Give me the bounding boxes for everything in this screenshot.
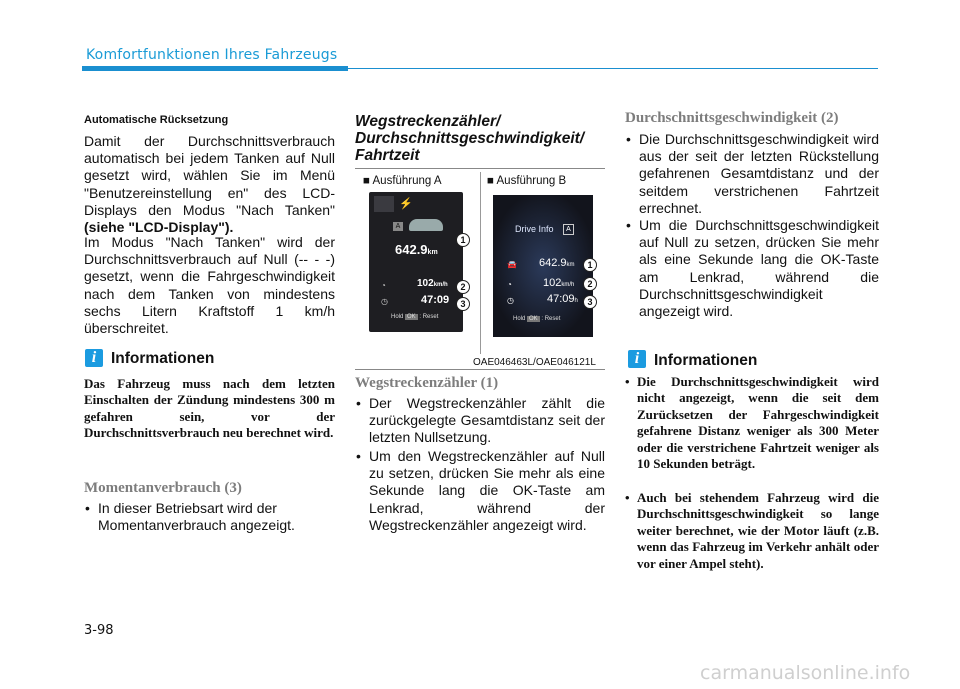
- screen-a-odometer-value: 642.9: [395, 242, 428, 257]
- bullet-odometer-1: • Der Wegstreckenzähler zählt die zurückgelegte Gesamtdistanz seit der letzten Nullsetzung.: [355, 395, 605, 447]
- info-icon: i: [85, 349, 103, 367]
- figure-divider: [480, 172, 481, 354]
- info-icon: i: [628, 350, 646, 368]
- figure-label-a: ■ Ausführung A: [363, 175, 442, 187]
- callout-1-b: 1: [583, 258, 597, 272]
- screen-a-hold-hint: [391, 314, 438, 320]
- section-title-bar: [82, 66, 348, 71]
- figure-top-rule: [355, 168, 605, 169]
- screen-b-odometer: [539, 257, 575, 269]
- bullet-momentary: • In dieser Betriebsart wird der Momentanverbrauch angezeigt.: [84, 500, 335, 534]
- screen-b-ok: OK: [529, 316, 538, 322]
- heading-odometer-group: Wegstreckenzähler/ Durchschnittsgeschwindigkeit/ Fahrtzeit: [355, 113, 585, 164]
- header-rule: [348, 68, 878, 69]
- bullet-avg-speed-2: • Um die Durchschnittsgeschwindigkeit auf Null zu setzen, drücken Sie mehr als eine Sekunde lang die OK-Taste am Lenkrad, während die Durchschnittsgeschwindigkeit angezeigt wird.: [625, 217, 879, 320]
- screen-b-time-value: 47:09: [547, 293, 575, 305]
- callout-3-b: 3: [583, 295, 597, 309]
- subheading-auto-reset: Automatische Rücksetzung: [84, 114, 229, 126]
- info-bullet-2: • Auch bei stehendem Fahrzeug wird die Durchschnittsgeschwindigkeit so lange weiter berechnet, wie der Motor läuft (z.B. wenn das Fahrzeug im Verkehr anhält oder vor einer Ampel steht).: [625, 490, 879, 572]
- car-icon: [409, 219, 443, 231]
- callout-2-b: 2: [583, 277, 597, 291]
- speed-icon: ◔: [507, 280, 512, 289]
- figure-bottom-rule: [355, 369, 605, 370]
- screen-b-odometer-value: 642.9: [539, 257, 567, 269]
- info-heading: Informationen: [654, 352, 758, 369]
- screen-b-time-unit: h: [574, 298, 578, 304]
- screen-b-hold: Hold: [513, 316, 526, 322]
- bullet-avg-speed-1: • Die Durchschnittsgeschwindigkeit wird aus der seit der letzten Rückstellung gefahrenen Gesamtdistanz und der seitdem verstrichenen Fahrtzeit errechnet.: [625, 131, 879, 217]
- screen-a-trip-icon: ⚡: [399, 198, 413, 210]
- screen-a-speed-unit: km/h: [433, 282, 448, 288]
- screen-b-speed: [543, 277, 574, 289]
- screen-b-odometer-unit: km: [566, 262, 575, 268]
- page-number: 3-98: [84, 623, 114, 638]
- paragraph-auto-reset-text: Damit der Durchschnittsverbrauch automatisch bei jedem Tanken auf Null gesetzt wird, wählen Sie im Menü "Benutzereinstellung en" des LCD-Displays den Modus "Nach Tanken": [84, 133, 335, 218]
- cluster-screen-b: [493, 195, 593, 337]
- screen-a-ok: OK: [407, 314, 416, 320]
- screen-b-reset: : Reset: [541, 316, 561, 322]
- watermark: carmanualsonline.info: [700, 662, 911, 684]
- callout-3-a: 3: [456, 297, 470, 311]
- screen-b-time: [547, 293, 578, 305]
- callout-1-a: 1: [456, 233, 470, 247]
- screen-a-reset: : Reset: [419, 314, 439, 320]
- paragraph-auto-reset: [84, 133, 335, 236]
- screen-a-speed: [417, 278, 448, 289]
- bullet-odometer-2: • Um den Wegstreckenzähler auf Null zu setzen, drücken Sie mehr als eine Sekunde lang die OK-Taste am Lenkrad, während der Wegstreckenzähler angezeigt wird.: [355, 448, 605, 534]
- paragraph-after-refuel: Im Modus "Nach Tanken" wird der Durchschnittsverbrauch auf Null (-- - -) gesetzt, wenn die Fahrgeschwindigkeit nach dem Tanken von mindestens sechs Litern Kraftstoff 1 km/h überschreitet.: [84, 234, 335, 337]
- info-heading: Informationen: [111, 350, 215, 367]
- paragraph-auto-reset-ref: (siehe "LCD-Display").: [84, 219, 234, 236]
- screen-a-odometer: [395, 242, 438, 257]
- screen-a-odometer-unit: km: [427, 249, 438, 256]
- screen-b-title: Drive Info: [515, 224, 554, 234]
- heading-momentary: Momentanverbrauch (3): [84, 480, 242, 496]
- heading-avg-speed: Durchschnittsgeschwindigkeit (2): [625, 110, 839, 126]
- car-icon: 🚘: [507, 260, 517, 269]
- screen-b-trip-tag: A: [563, 224, 574, 235]
- screen-a-time: 47:09: [421, 294, 450, 306]
- cluster-screen-a: [369, 192, 463, 332]
- clock-icon: ◷: [381, 297, 388, 306]
- figure-label-b: ■ Ausführung B: [487, 175, 567, 187]
- screen-b-speed-value: 102: [543, 277, 562, 289]
- heading-odometer: Wegstreckenzähler (1): [355, 375, 499, 391]
- screen-a-trip-tag: A: [393, 222, 403, 231]
- info-note: Das Fahrzeug muss nach dem letzten Einschalten der Zündung mindestens 300 m gefahren sein, vor der Durchschnittsverbrauch neu berechnet wird.: [84, 376, 335, 441]
- callout-2-a: 2: [456, 280, 470, 294]
- screen-a-hold: Hold: [391, 314, 404, 320]
- figure-code: OAE046463L/OAE046121L: [473, 357, 596, 368]
- section-title: Komfortfunktionen Ihres Fahrzeugs: [86, 47, 338, 63]
- info-bullet-1: • Die Durchschnittsgeschwindigkeit wird nicht angezeigt, wenn die seit dem Zurücksetzen der Fahrgeschwindigkeit gefahrene Distanz weniger als 300 Meter oder die verstrichene Fahrtzeit weniger als 10 Sekunden beträgt.: [625, 374, 879, 472]
- speed-icon: ◔: [381, 281, 386, 290]
- screen-a-speed-value: 102: [417, 278, 434, 289]
- screen-b-hold-hint: [513, 316, 560, 322]
- screen-a-mode-box: [374, 196, 394, 212]
- screen-b-speed-unit: km/h: [561, 282, 575, 288]
- clock-icon: ◷: [507, 296, 514, 305]
